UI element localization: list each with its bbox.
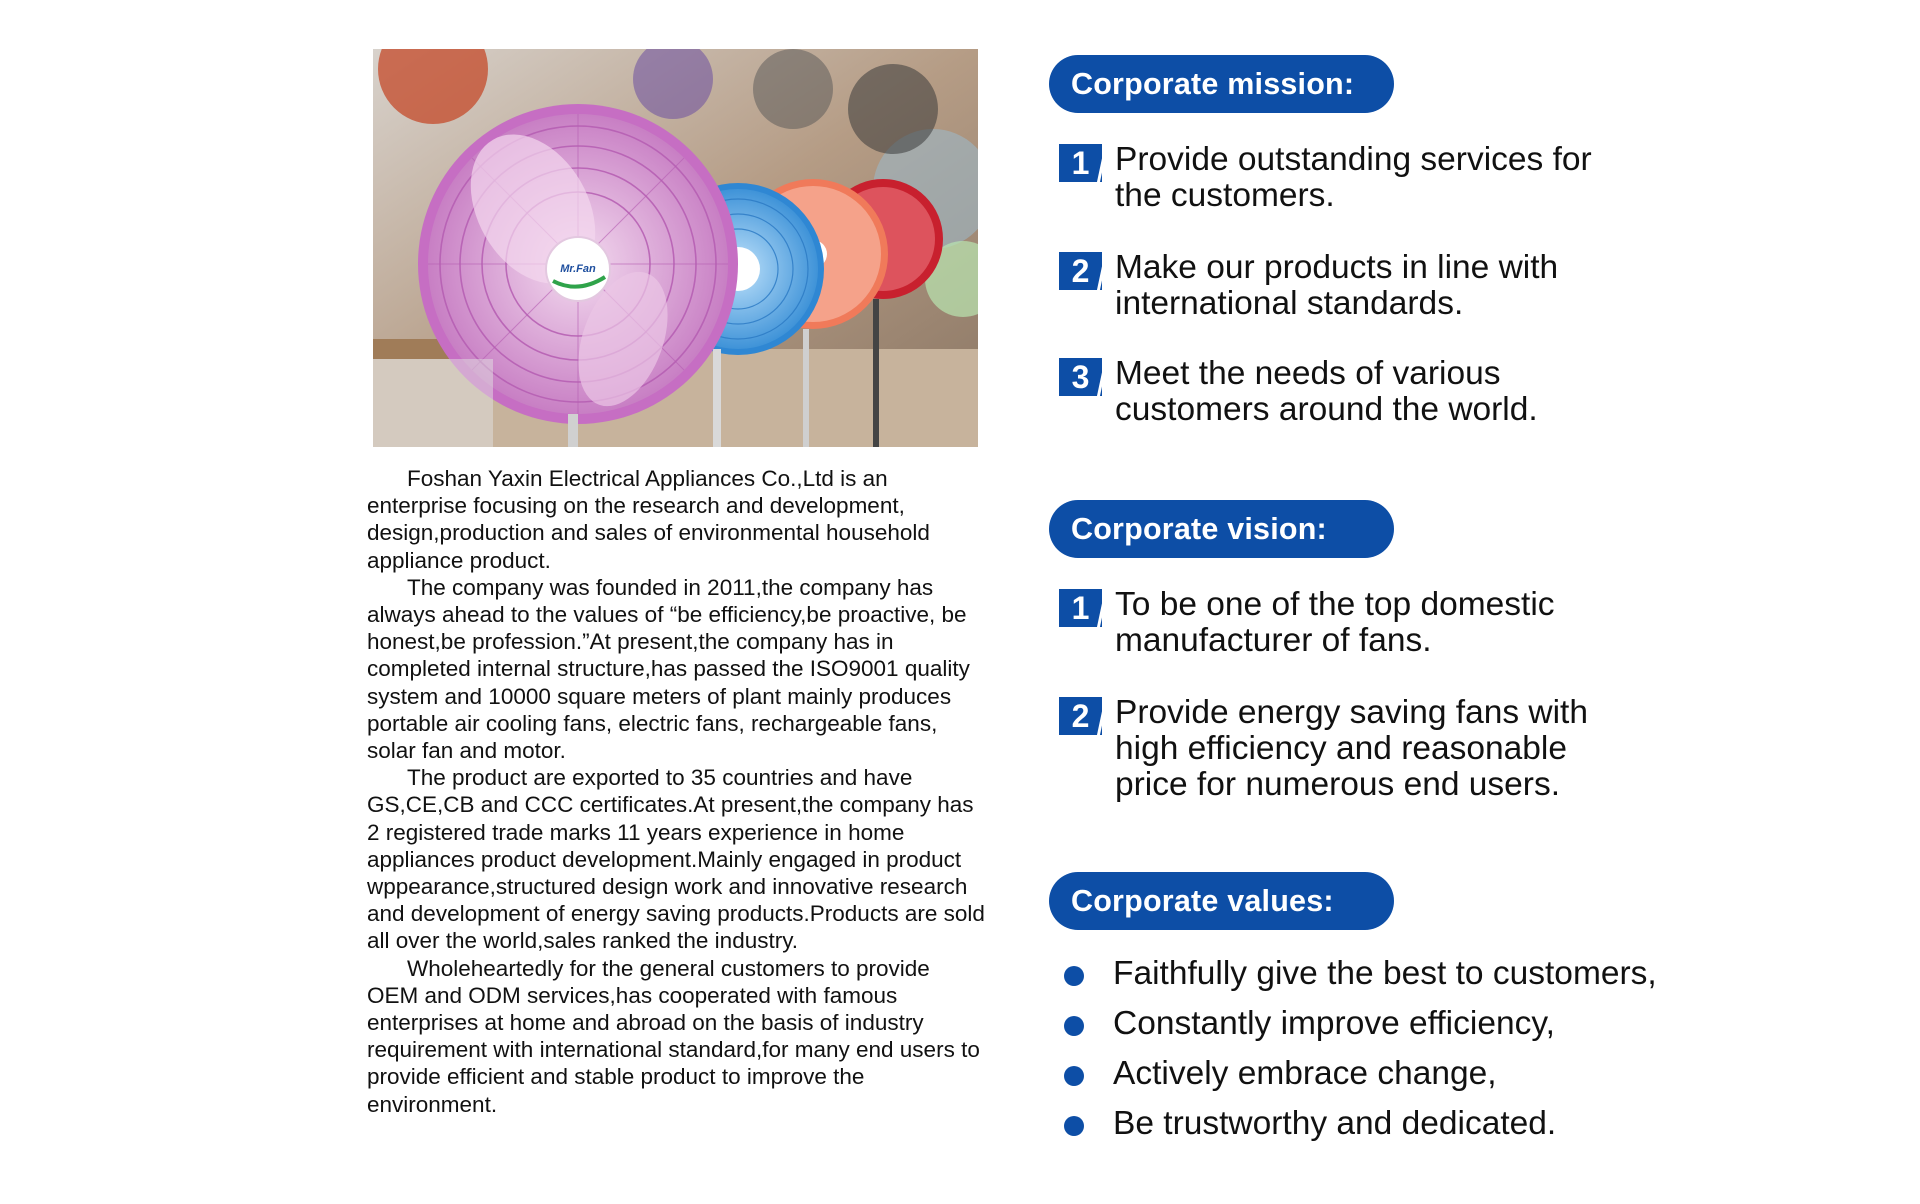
number-badge: 1: [1059, 144, 1102, 182]
values-item-text: Faithfully give the best to customers,: [1113, 955, 1657, 992]
values-item-text: Be trustworthy and dedicated.: [1113, 1105, 1557, 1142]
fan-brand-label: Mr.Fan: [560, 263, 596, 275]
values-heading: Corporate values:: [1049, 872, 1394, 930]
mission-item-text: Make our products in line with international standards.: [1115, 249, 1559, 322]
vision-item-text: To be one of the top domestic manufacturer of fans.: [1115, 586, 1555, 659]
intro-paragraph-2: The company was founded in 2011,the company has always ahead to the values of “be efficiency,be proactive, be honest,be profession.”At present,the company has in completed internal structure,has passed the ISO9001 quality system and 10000 square meters of plant mainly produces portable air cooling fans, electric fans, rechargeable fans, solar fan and motor.: [367, 574, 970, 764]
intro-paragraph-3: The product are exported to 35 countries and have GS,CE,CB and CCC certificates.At present,the company has 2 registered trade marks 11 years experience in home appliances product development.Mainly engaged in product wppearance,structured design work and innovative research and development of energy saving products.Products are sold all over the world,sales ranked the industry.: [367, 765, 985, 954]
mission-item-text: Provide outstanding services for the customers.: [1115, 141, 1592, 214]
bullet-dot-icon: [1064, 1116, 1084, 1136]
values-item-text: Actively embrace change,: [1113, 1055, 1497, 1092]
intro-paragraph-1: Foshan Yaxin Electrical Appliances Co.,Ltd is an enterprise focusing on the research and development, design,production and sales of environmental household appliance product.: [367, 466, 930, 573]
vision-heading: Corporate vision:: [1049, 500, 1394, 558]
fan-product-photo: [373, 49, 978, 447]
fan-photo-illustration: [373, 49, 978, 447]
bullet-dot-icon: [1064, 966, 1084, 986]
bullet-dot-icon: [1064, 1066, 1084, 1086]
number-badge: 1: [1059, 589, 1102, 627]
vision-item-text: Provide energy saving fans with high efficiency and reasonable price for numerous end users.: [1115, 694, 1588, 803]
number-badge: 2: [1059, 252, 1102, 290]
mission-item-text: Meet the needs of various customers around the world.: [1115, 355, 1538, 428]
number-badge: 3: [1059, 358, 1102, 396]
mission-heading: Corporate mission:: [1049, 55, 1394, 113]
values-item-text: Constantly improve efficiency,: [1113, 1005, 1555, 1042]
number-badge: 2: [1059, 697, 1102, 735]
intro-paragraph-4: Wholeheartedly for the general customers to provide OEM and ODM services,has cooperated with famous enterprises at home and abroad on the basis of industry requirement with international standard,for many end users to provide efficient and stable product to improve the environment.: [367, 955, 980, 1117]
bullet-dot-icon: [1064, 1016, 1084, 1036]
company-introduction: [367, 465, 987, 1118]
